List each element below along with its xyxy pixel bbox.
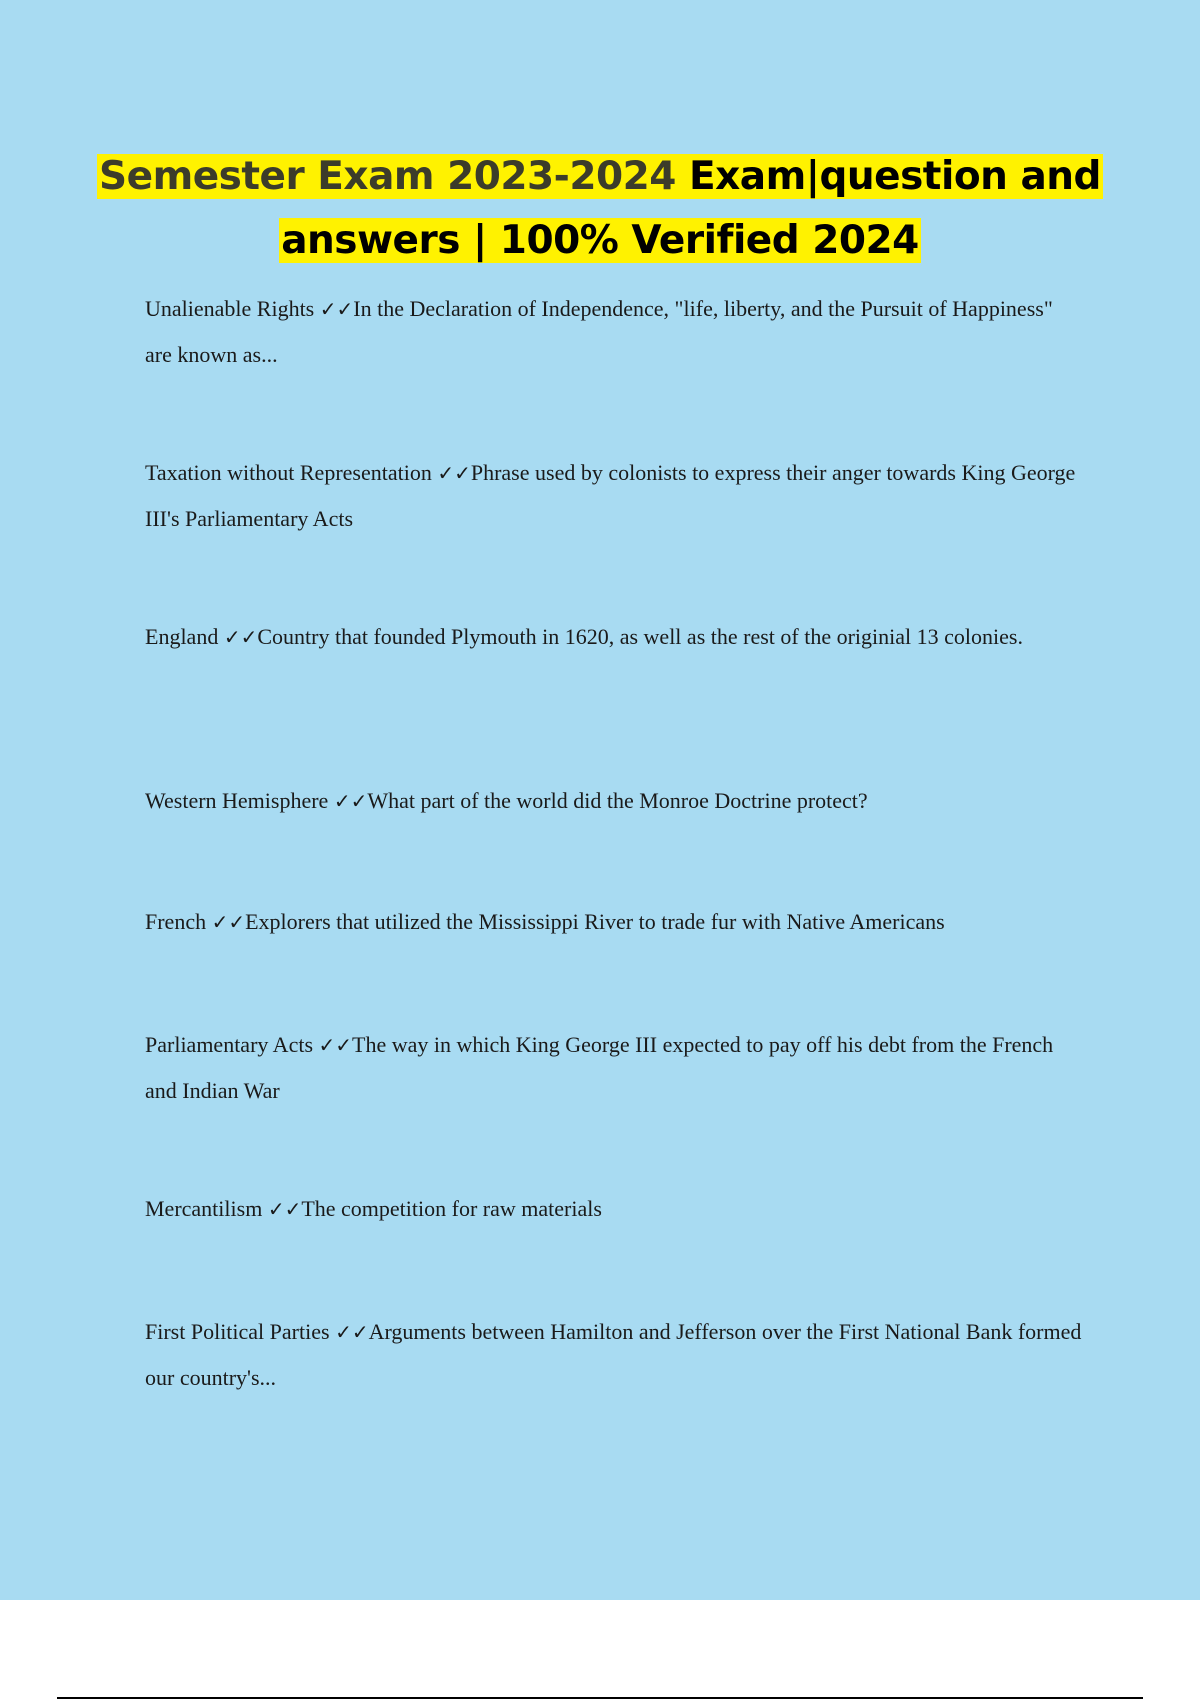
double-check-icon: ✓✓: [319, 297, 354, 321]
qa-term: First Political Parties: [145, 1319, 336, 1344]
qa-term: England: [145, 624, 224, 649]
qa-definition: Country that founded Plymouth in 1620, as well as the rest of the originial 13 colonies.: [257, 624, 1023, 649]
qa-term: Taxation without Representation: [145, 460, 438, 485]
double-check-icon: ✓✓: [333, 789, 368, 813]
qa-item: [145, 778, 1085, 824]
qa-term: Parliamentary Acts: [145, 1032, 319, 1057]
qa-definition: Phrase used by colonists to express their anger towards King George III's Parliamentary Acts: [145, 460, 1076, 531]
double-check-icon: ✓✓: [437, 461, 471, 485]
qa-definition: The competition for raw materials: [301, 1196, 602, 1221]
qa-definition: Explorers that utilized the Mississippi River to trade fur with Native Americans: [245, 909, 945, 934]
qa-item: [145, 1186, 1085, 1232]
qa-term: Unalienable Rights: [145, 296, 320, 321]
title-line-1: [97, 154, 1103, 199]
title-line-1-part-1: Semester Exam 2023-2024: [99, 154, 676, 199]
qa-term: Mercantilism: [145, 1196, 268, 1221]
title-line-1-part-2: Exam|question and: [675, 154, 1101, 199]
double-check-icon: ✓✓: [211, 910, 246, 934]
qa-definition: What part of the world did the Monroe Doctrine protect?: [367, 788, 868, 813]
qa-item: [145, 286, 1085, 377]
qa-item: [145, 1022, 1085, 1113]
qa-item: [145, 614, 1085, 660]
qa-item: [145, 450, 1085, 541]
qa-term: Western Hemisphere: [145, 788, 334, 813]
title-line-2: answers | 100% Verified 2024: [281, 218, 919, 263]
double-check-icon: ✓✓: [267, 1197, 302, 1221]
qa-term: French: [145, 909, 212, 934]
double-check-icon: ✓✓: [223, 625, 258, 649]
qa-item: [145, 1309, 1085, 1400]
double-check-icon: ✓✓: [335, 1320, 369, 1344]
qa-definition: In the Declaration of Independence, "life, liberty, and the Pursuit of Happiness" are known as...: [145, 296, 1053, 367]
footer-divider: [57, 1697, 1143, 1699]
qa-definition: Arguments between Hamilton and Jefferson over the First National Bank formed our country's...: [145, 1319, 1082, 1390]
document-title: [0, 145, 1200, 273]
double-check-icon: ✓✓: [318, 1033, 353, 1057]
qa-definition: The way in which King George III expected to pay off his debt from the French and Indian War: [145, 1032, 1054, 1103]
qa-item: [145, 899, 1085, 945]
